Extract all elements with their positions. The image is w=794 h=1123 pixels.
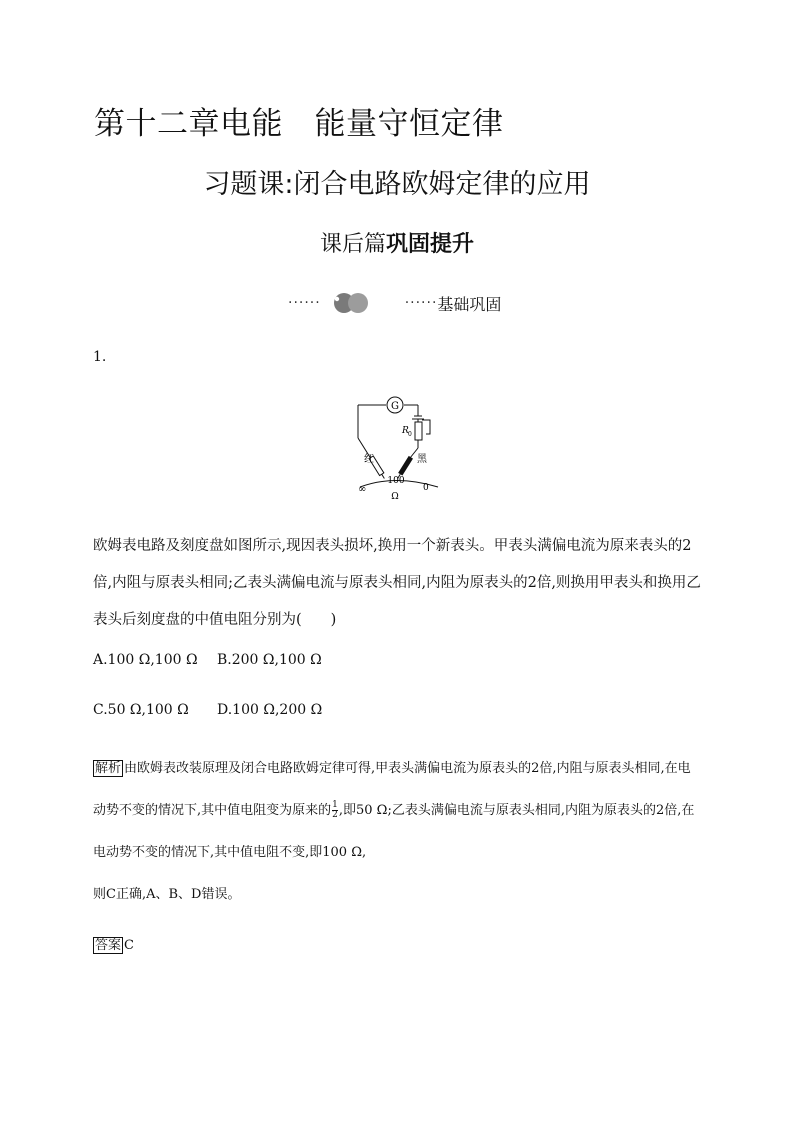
section-title [0,227,794,258]
analysis-tag: 解析 [95,761,122,776]
option-d: D.100 Ω,200 Ω [217,702,323,718]
option-a: A.100 Ω,100 Ω [93,652,198,668]
resistor-subscript: 0 [408,431,412,438]
option-b: B.200 Ω,100 Ω [217,652,322,668]
question-number: 1. [93,349,107,365]
answer-block [93,934,134,953]
analysis-text-1: 由欧姆表改装原理及闭合电路欧姆定律可得,甲表头满偏电流为原表头的2倍,内阻与原表头相同,在电动势不变的情况下,其中值电阻变为原来的 [93,761,691,818]
resistor-label: R [402,426,409,436]
option-c: C.50 Ω,100 Ω [93,702,189,718]
black-label: 黑 [417,454,427,465]
section-bold: 巩固提升 [386,232,475,257]
scale-right: 0 [423,483,429,493]
lesson-title: 习题课:闭合电路欧姆定律的应用 [203,169,591,200]
analysis-block [93,748,703,916]
scale-unit: Ω [391,492,399,502]
subsection-label: 基础巩固 [437,294,502,314]
answer-tag: 答案 [95,938,122,953]
red-label: 红 [364,454,374,465]
dots-left: ······ [288,295,321,311]
galvanometer-label: G [391,401,399,412]
ohmmeter-circuit-figure [330,390,470,508]
twin-circles-icon [327,290,377,316]
galvanometer [387,397,403,413]
subsection-heading [288,290,501,316]
scale-mid: 100 [387,476,405,486]
chapter-title: 第十二章电能 能量守恒定律 [94,106,504,142]
analysis-text-2: ,即50 Ω;乙表头满偏电流与原表头相同,内阻为原表头的2倍,在电动势不变的情况下,其中值电阻不变,即100 Ω, [93,803,695,860]
analysis-text-3: 则C正确,A、B、D错误。 [93,887,241,902]
scale-left: ∞ [358,484,367,495]
dots-right: ······ [404,295,438,311]
fraction-one-half: $\frac{1}{2}$ [332,800,338,820]
question-stem: 欧姆表电路及刻度盘如图所示,现因表头损坏,换用一个新表头。甲表头满偏电流为原来表头的2倍,内阻与原表头相同;乙表头满偏电流与原表头相同,内阻为原表头的2倍,则换用甲表头和换用乙表头后刻度盘的中值电阻分别为( ) [93,538,701,628]
answer-value: C [124,938,134,953]
section-prefix: 课后篇 [319,232,386,257]
